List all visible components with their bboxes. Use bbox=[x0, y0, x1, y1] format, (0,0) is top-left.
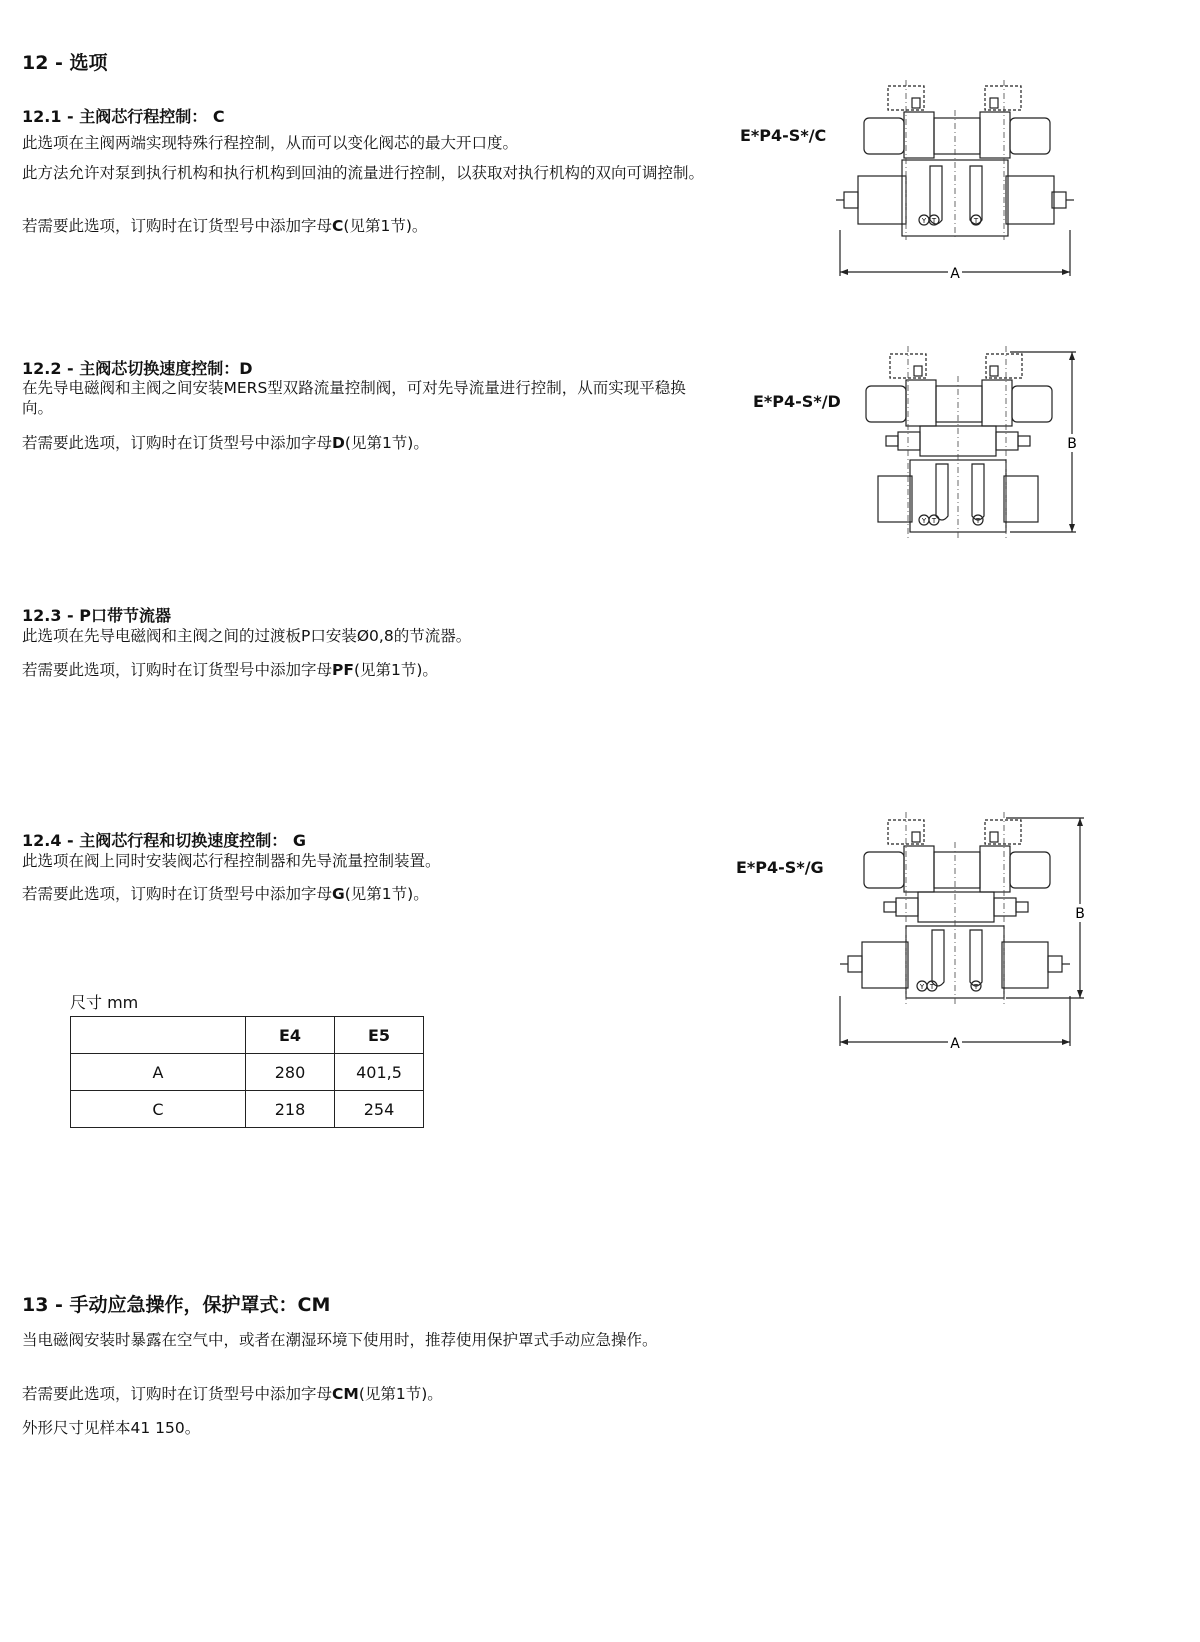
dimension-a-label: A bbox=[950, 1036, 960, 1052]
table-row bbox=[71, 1091, 424, 1128]
section-13-para-1: 当电磁阀安装时暴露在空气中，或者在潮湿环境下使用时，推荐使用保护罩式手动应急操作。 bbox=[22, 1331, 658, 1349]
section-12-1-heading: 12.1 - 主阀芯行程控制： C bbox=[22, 107, 225, 126]
dimension-table bbox=[70, 1016, 424, 1128]
port-t-label: T bbox=[931, 217, 937, 225]
section-12-heading: 12 - 选项 bbox=[22, 52, 108, 74]
table-cell: C bbox=[71, 1091, 246, 1128]
table-cell: 280 bbox=[246, 1054, 335, 1091]
figure-c-label: E*P4-S*/C bbox=[740, 126, 827, 145]
section-12-1-para-3: 若需要此选项，订购时在订货型号中添加字母C(见第1节)。 bbox=[22, 217, 428, 235]
section-12-3-para-1: 此选项在先导电磁阀和主阀之间的过渡板P口安装Ø0,8的节流器。 bbox=[22, 627, 472, 645]
figure-g-label: E*P4-S*/G bbox=[736, 858, 824, 877]
section-12-4-para-1: 此选项在阀上同时安装阀芯行程控制器和先导流量控制装置。 bbox=[22, 852, 441, 870]
dimension-b-label: B bbox=[1067, 436, 1077, 452]
port-y-label: Y bbox=[919, 983, 925, 991]
valve-drawing-g bbox=[830, 806, 1110, 1054]
section-13-para-2: 若需要此选项，订购时在订货型号中添加字母CM(见第1节)。 bbox=[22, 1385, 443, 1403]
option-code: PF bbox=[332, 661, 354, 679]
dimension-b-label: B bbox=[1075, 906, 1085, 922]
port-y-label: Y bbox=[921, 217, 927, 225]
dimension-a-label: A bbox=[950, 266, 960, 282]
table-cell: A bbox=[71, 1054, 246, 1091]
table-header-row bbox=[71, 1017, 424, 1054]
option-code: C bbox=[332, 217, 344, 235]
section-13-para-3: 外形尺寸见样本41 150。 bbox=[22, 1419, 201, 1437]
table-cell: 401,5 bbox=[335, 1054, 424, 1091]
table-header-cell: E5 bbox=[335, 1017, 424, 1054]
table-row bbox=[71, 1054, 424, 1091]
port-t-label: T bbox=[973, 217, 979, 225]
port-t-label: T bbox=[975, 517, 981, 525]
table-header-cell: E4 bbox=[246, 1017, 335, 1054]
section-12-1-para-1: 此选项在主阀两端实现特殊行程控制，从而可以变化阀芯的最大开口度。 bbox=[22, 134, 519, 152]
option-code: G bbox=[332, 885, 345, 903]
valve-drawing-c bbox=[830, 70, 1080, 290]
section-12-2-para-2: 若需要此选项，订购时在订货型号中添加字母D(见第1节)。 bbox=[22, 434, 429, 452]
table-cell: 254 bbox=[335, 1091, 424, 1128]
valve-drawing-d bbox=[860, 340, 1100, 550]
section-13-heading: 13 - 手动应急操作，保护罩式：CM bbox=[22, 1294, 331, 1316]
table-header-cell bbox=[71, 1017, 246, 1054]
section-12-4-heading: 12.4 - 主阀芯行程和切换速度控制： G bbox=[22, 831, 306, 850]
table-cell: 218 bbox=[246, 1091, 335, 1128]
port-t-label: T bbox=[929, 983, 935, 991]
section-12-4-para-2: 若需要此选项，订购时在订货型号中添加字母G(见第1节)。 bbox=[22, 885, 429, 903]
port-t-label: T bbox=[931, 517, 937, 525]
section-12-2-para-1: 在先导电磁阀和主阀之间安装MERS型双路流量控制阀，可对先导流量进行控制，从而实现平稳换向。 bbox=[22, 379, 686, 417]
section-12-1-para-2: 此方法允许对泵到执行机构和执行机构到回油的流量进行控制，以获取对执行机构的双向可调控制。 bbox=[22, 164, 705, 182]
option-code: D bbox=[332, 434, 345, 452]
figure-d-label: E*P4-S*/D bbox=[753, 392, 841, 411]
port-y-label: Y bbox=[921, 517, 927, 525]
table-caption: 尺寸 mm bbox=[70, 993, 139, 1012]
option-code: CM bbox=[332, 1385, 359, 1403]
port-t-label: T bbox=[973, 983, 979, 991]
section-12-2-heading: 12.2 - 主阀芯切换速度控制：D bbox=[22, 359, 253, 378]
section-12-3-para-2: 若需要此选项，订购时在订货型号中添加字母PF(见第1节)。 bbox=[22, 661, 438, 679]
section-12-3-heading: 12.3 - P口带节流器 bbox=[22, 606, 171, 625]
